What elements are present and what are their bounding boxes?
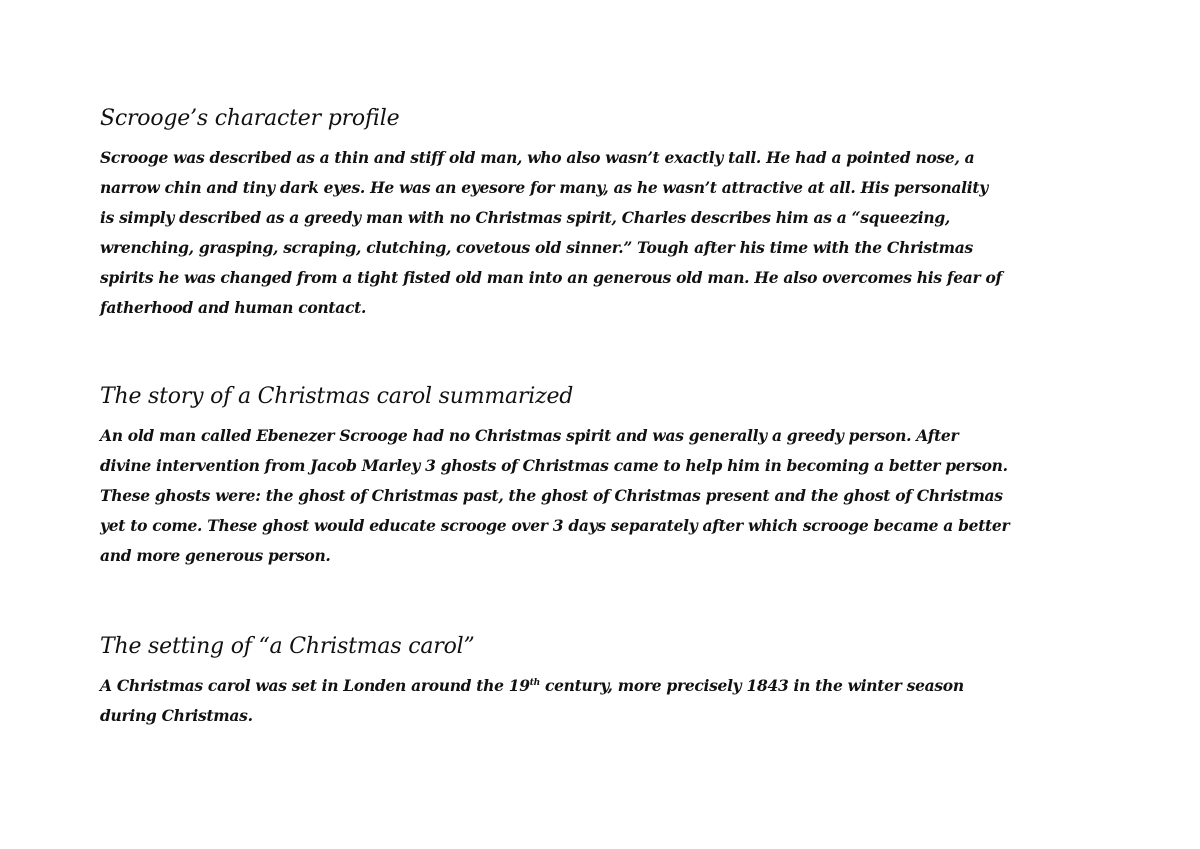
section-setting [100, 633, 1100, 731]
paragraph-line [100, 671, 1100, 701]
section-heading: The setting of “a Christmas carol” [100, 634, 475, 659]
section-heading: The story of a Christmas carol summarized [100, 384, 574, 409]
section-paragraph [100, 671, 1100, 731]
paragraph-line: narrow chin and tiny dark eyes. He was an eyesore for many, as he wasn’t attractive at all. His personality [100, 178, 988, 197]
paragraph-line: spirits he was changed from a tight fisted old man into an generous old man. He also overcomes his fear of [100, 268, 1002, 287]
section-story-summary [100, 383, 1100, 571]
paragraph-line: divine intervention from Jacob Marley 3 ghosts of Christmas came to help him in becoming a better person. [100, 456, 1008, 475]
section-character-profile [100, 105, 1100, 323]
paragraph-line: during Christmas. [100, 706, 253, 725]
paragraph-line: yet to come. These ghost would educate scrooge over 3 days separately after which scrooge became a better [100, 516, 1010, 535]
paragraph-line: Scrooge was described as a thin and stiff old man, who also wasn’t exactly tall. He had a pointed nose, a [100, 148, 975, 167]
paragraph-line: and more generous person. [100, 546, 331, 565]
paragraph-line: These ghosts were: the ghost of Christmas past, the ghost of Christmas present and the ghost of Christmas [100, 486, 1003, 505]
section-paragraph [100, 421, 1100, 571]
paragraph-line: wrenching, grasping, scraping, clutching, covetous old sinner.” Tough after his time with the Christmas [100, 238, 973, 257]
section-heading: Scrooge’s character profile [100, 106, 400, 131]
paragraph-line: An old man called Ebenezer Scrooge had no Christmas spirit and was generally a greedy person. After [100, 426, 959, 445]
line-text-after-ordinal: century, more precisely 1843 in the winter season [539, 676, 964, 695]
paragraph-line: fatherhood and human contact. [100, 298, 367, 317]
section-paragraph [100, 143, 1100, 323]
ordinal-suffix: th [529, 677, 540, 688]
paragraph-line: is simply described as a greedy man with no Christmas spirit, Charles describes him as a “squeezing, [100, 208, 950, 227]
line-text-before-ordinal: A Christmas carol was set in Londen around the 19 [100, 676, 530, 695]
